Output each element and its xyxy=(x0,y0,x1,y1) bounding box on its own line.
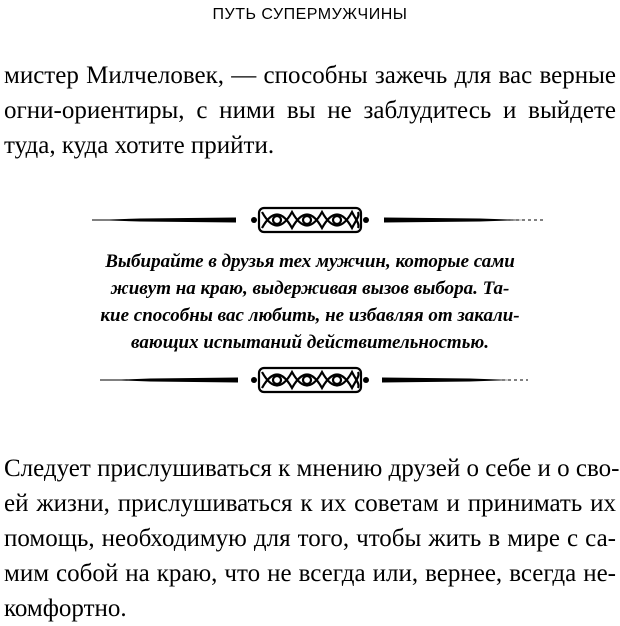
quote-line: кие способны вас любить, не избавляя от закали- xyxy=(100,305,520,326)
text-line: ей жизни, прислушиваться к их советам и принимать их xyxy=(4,490,616,517)
quote-line: живут на краю, выдерживая вызов выбора. Та- xyxy=(110,278,510,299)
text-line: мистер Милчеловек, — способны зажечь для вас верные xyxy=(4,62,616,89)
celtic-knot-divider-icon xyxy=(0,360,620,400)
paragraph-bottom xyxy=(4,451,620,626)
text-line: помощь, необходимую для того, чтобы жить в мире с са- xyxy=(4,525,616,552)
text-line: мим собой на краю, что не всегда или, вернее, всегда не- xyxy=(4,560,616,587)
quote-line: Выбирайте в друзья тех мужчин, которые сами xyxy=(105,251,515,272)
pull-quote xyxy=(60,248,560,356)
celtic-knot-divider-icon xyxy=(0,200,620,240)
paragraph-top xyxy=(4,58,616,163)
text-line: Следует прислушиваться к мнению друзей о себе и о сво- xyxy=(4,455,620,482)
quote-line: вающих испытаний действительностью. xyxy=(130,332,489,353)
text-line: огни-ориентиры, с ними вы не заблудитесь и выйдете xyxy=(4,97,616,124)
text-line: комфортно. xyxy=(4,595,127,622)
running-header: ПУТЬ СУПЕРМУЖЧИНЫ xyxy=(212,6,408,23)
text-line: туда, куда хотите прийти. xyxy=(4,132,275,159)
